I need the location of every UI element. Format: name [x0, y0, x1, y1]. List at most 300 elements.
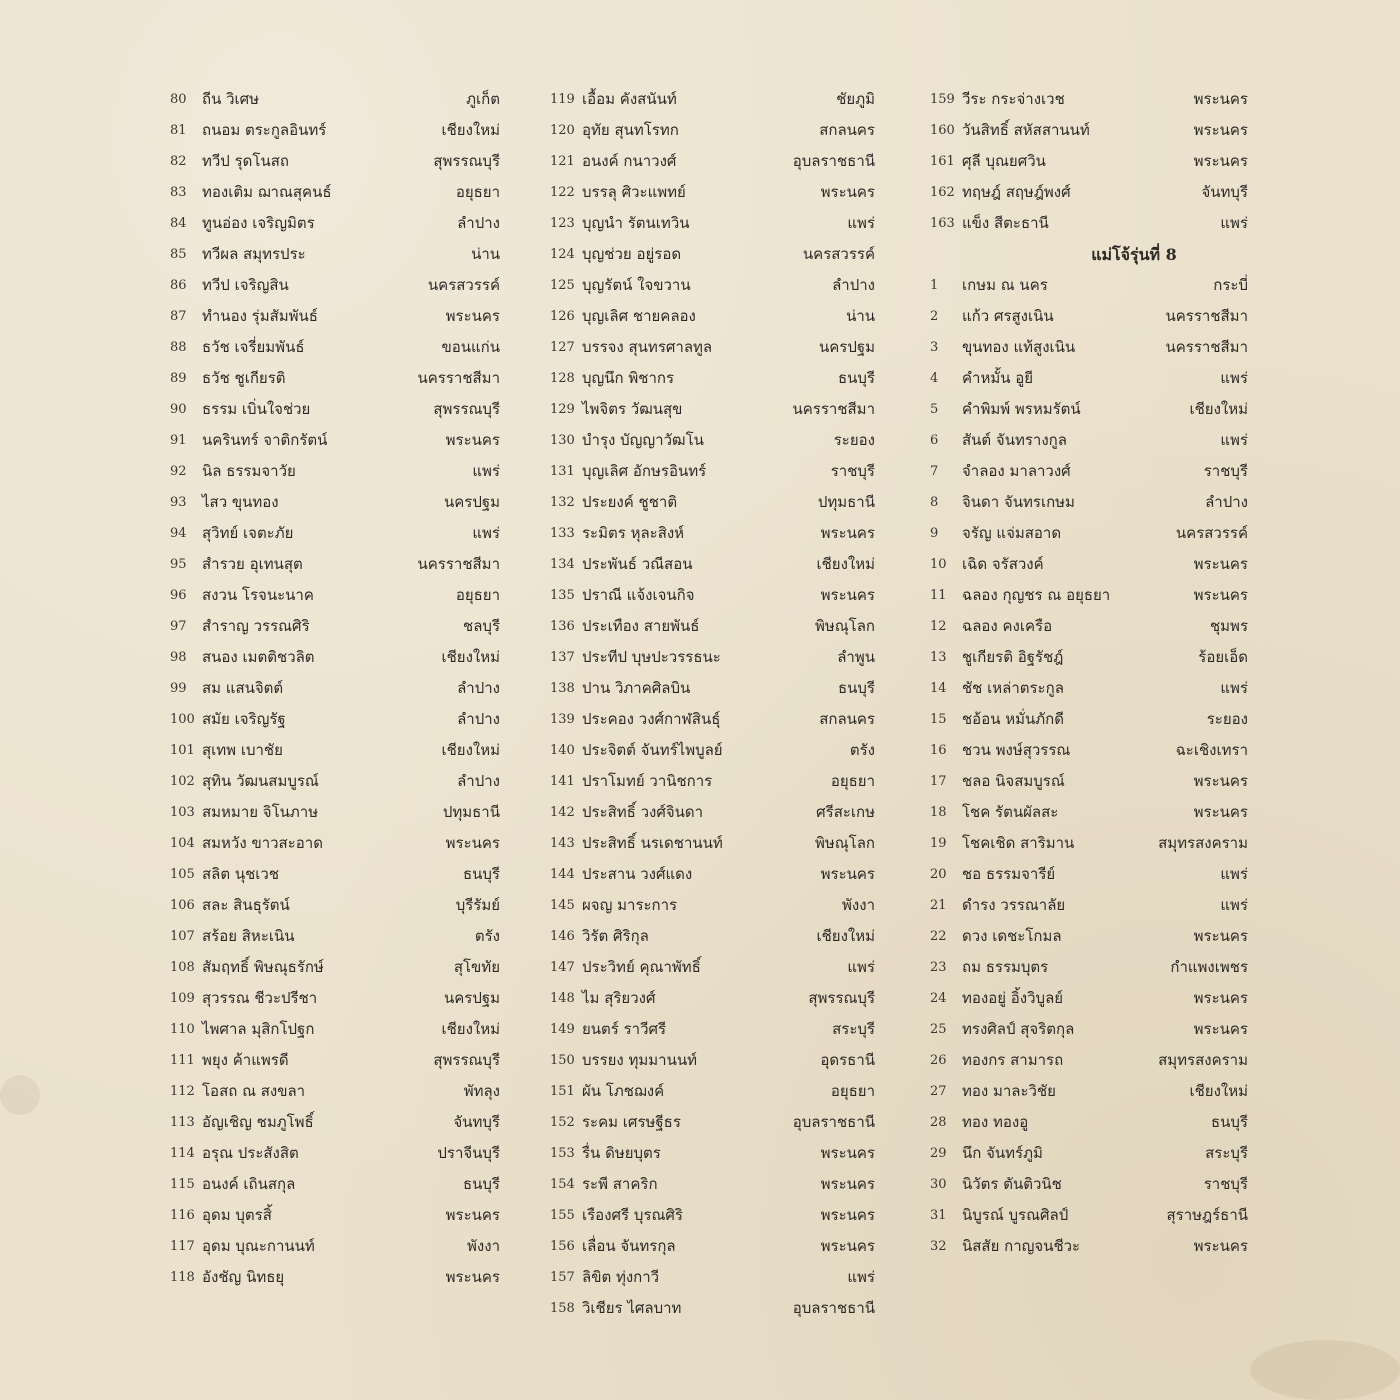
list-row	[170, 1045, 500, 1076]
person-name: ทรงศิลป์ สุจริตกุล	[962, 1020, 1075, 1038]
person-name: ไพศาล มุสิกโปฐก	[202, 1020, 315, 1038]
person-name: ทำนอง รุ่มสัมพันธ์	[202, 307, 318, 325]
row-number: 94	[170, 526, 187, 541]
row-number: 27	[930, 1084, 947, 1099]
province-name: ธนบุรี	[463, 865, 500, 883]
list-row	[550, 1293, 875, 1324]
province-name: อยุธยา	[455, 183, 500, 201]
row-number: 129	[550, 402, 575, 417]
province-name: นครราชสีมา	[417, 369, 500, 387]
list-row	[930, 487, 1248, 518]
province-name: แพร่	[1220, 369, 1248, 387]
list-row	[930, 115, 1248, 146]
province-name: ฉะเชิงเทรา	[1175, 741, 1248, 759]
row-number: 125	[550, 278, 575, 293]
row-number: 106	[170, 898, 195, 913]
province-name: กระบี่	[1213, 276, 1248, 294]
list-row	[170, 363, 500, 394]
person-name: ประเทือง สายพันธ์	[582, 617, 700, 635]
row-number: 20	[930, 867, 947, 882]
list-row	[930, 859, 1248, 890]
person-name: ทวีป เจริญสิน	[202, 276, 289, 294]
province-name: สกลนคร	[819, 121, 875, 139]
list-row	[930, 642, 1248, 673]
row-number: 8	[930, 495, 939, 510]
person-name: ปราโมทย์ วานิชการ	[582, 772, 713, 790]
province-name: พระนคร	[1193, 772, 1248, 790]
row-number: 145	[550, 898, 575, 913]
list-row	[930, 1138, 1248, 1169]
province-name: พระนคร	[820, 183, 875, 201]
province-name: พระนคร	[820, 524, 875, 542]
row-number: 149	[550, 1022, 575, 1037]
list-row	[550, 952, 875, 983]
person-name: ไสว ขุนทอง	[202, 493, 279, 511]
row-number: 3	[930, 340, 939, 355]
province-name: สุโขทัย	[453, 958, 500, 976]
person-name: สุวิทย์ เจตะภัย	[202, 524, 294, 542]
row-number: 97	[170, 619, 187, 634]
person-name: ปาน วิภาคศิลบิน	[582, 679, 691, 697]
province-name: เชียงใหม่	[441, 1020, 500, 1038]
list-row	[170, 735, 500, 766]
person-name: ทองอยู่ อิ้งวิบูลย์	[962, 989, 1064, 1007]
province-name: พิษณุโลก	[814, 617, 875, 635]
province-name: สุราษฎร์ธานี	[1166, 1206, 1248, 1224]
row-number: 85	[170, 247, 187, 262]
person-name: วีระ กระจ่างเวช	[962, 90, 1065, 108]
list-row	[170, 549, 500, 580]
list-row	[550, 363, 875, 394]
province-name: จันทบุรี	[453, 1113, 500, 1131]
list-row	[170, 115, 500, 146]
person-name: สลิต นุชเวช	[202, 865, 280, 883]
list-row	[170, 890, 500, 921]
person-name: นึก จันทร์ภูมิ	[962, 1144, 1043, 1162]
list-row	[930, 1107, 1248, 1138]
list-row	[170, 580, 500, 611]
list-row	[930, 363, 1248, 394]
province-name: ระยอง	[833, 431, 875, 449]
row-number: 122	[550, 185, 575, 200]
province-name: ปทุมธานี	[442, 803, 500, 821]
province-name: แพร่	[1220, 431, 1248, 449]
list-row	[170, 859, 500, 890]
row-number: 154	[550, 1177, 575, 1192]
province-name: พระนคร	[1193, 927, 1248, 945]
person-name: ทองกร สามารถ	[962, 1051, 1064, 1069]
row-number: 89	[170, 371, 187, 386]
province-name: บุรีรัมย์	[455, 896, 500, 914]
person-name: บุญเลิศ ชายคลอง	[582, 307, 696, 325]
name-list-column-3	[930, 84, 1248, 1262]
province-name: ธนบุรี	[838, 679, 875, 697]
province-name: ธนบุรี	[463, 1175, 500, 1193]
province-name: พระนคร	[1193, 121, 1248, 139]
person-name: บรรจง สุนทรศาลทูล	[582, 338, 713, 356]
person-name: ทอง มาละวิชัย	[962, 1082, 1056, 1100]
person-name: จรัญ แจ่มสอาด	[962, 524, 1062, 542]
list-row	[930, 146, 1248, 177]
row-number: 137	[550, 650, 575, 665]
row-number: 161	[930, 154, 955, 169]
province-name: นครราชสีมา	[417, 555, 500, 573]
list-row	[170, 797, 500, 828]
list-row	[930, 673, 1248, 704]
row-number: 124	[550, 247, 575, 262]
row-number: 143	[550, 836, 575, 851]
list-row	[930, 549, 1248, 580]
person-name: เอื้อม คังสนันท์	[582, 90, 677, 108]
person-name: ถม ธรรมบุตร	[962, 958, 1049, 976]
province-name: นครปฐม	[818, 338, 875, 356]
row-number: 83	[170, 185, 187, 200]
province-name: พระนคร	[820, 1206, 875, 1224]
province-name: ธนบุรี	[1211, 1113, 1248, 1131]
list-row	[170, 487, 500, 518]
province-name: แพร่	[847, 958, 875, 976]
list-row	[170, 270, 500, 301]
list-row	[930, 952, 1248, 983]
person-name: จำลอง มาลาวงศ์	[962, 462, 1071, 480]
row-number: 105	[170, 867, 195, 882]
row-number: 18	[930, 805, 947, 820]
person-name: คำหมั้น อูยี	[962, 369, 1034, 387]
province-name: พระนคร	[445, 307, 500, 325]
person-name: นิสสัย กาญจนชีวะ	[962, 1237, 1081, 1255]
person-name: ธวัช เจรี่ยมพันธ์	[202, 338, 305, 356]
list-row	[170, 828, 500, 859]
row-number: 95	[170, 557, 187, 572]
province-name: ระยอง	[1206, 710, 1248, 728]
province-name: พังงา	[842, 896, 875, 914]
person-name: เลื่อน จันทรกุล	[582, 1237, 676, 1255]
province-name: สุพรรณบุรี	[808, 989, 875, 1007]
row-number: 138	[550, 681, 575, 696]
row-number: 150	[550, 1053, 575, 1068]
province-name: พระนคร	[1193, 989, 1248, 1007]
row-number: 135	[550, 588, 575, 603]
row-number: 26	[930, 1053, 947, 1068]
person-name: สุวรรณ ชีวะปรีชา	[202, 989, 318, 1007]
person-name: ยนตร์ ราวีศรี	[582, 1020, 667, 1038]
row-number: 9	[930, 526, 939, 541]
province-name: ขอนแก่น	[441, 338, 500, 356]
row-number: 159	[930, 92, 955, 107]
list-row	[170, 1107, 500, 1138]
row-number: 111	[170, 1053, 195, 1068]
person-name: ประจิตต์ จันทร์ไพบูลย์	[582, 741, 723, 759]
province-name: ชัยภูมิ	[836, 90, 875, 108]
person-name: สมัย เจริญรัฐ	[202, 710, 286, 728]
person-name: วันสิทธิ์ สหัสสานนท์	[962, 121, 1090, 139]
row-number: 157	[550, 1270, 575, 1285]
row-number: 116	[170, 1208, 195, 1223]
province-name: พิษณุโลก	[814, 834, 875, 852]
row-number: 141	[550, 774, 575, 789]
list-row	[930, 177, 1248, 208]
province-name: แพร่	[1220, 214, 1248, 232]
province-name: นครปฐม	[443, 989, 500, 1007]
row-number: 15	[930, 712, 947, 727]
list-row	[550, 1076, 875, 1107]
list-row	[550, 456, 875, 487]
row-number: 120	[550, 123, 575, 138]
list-row	[550, 1262, 875, 1293]
list-row	[170, 921, 500, 952]
person-name: นิบูรณ์ บูรณศิลป์	[962, 1206, 1069, 1224]
province-name: พระนคร	[445, 1268, 500, 1286]
list-row	[930, 301, 1248, 332]
person-name: คำพิมพ์ พรหมรัตน์	[962, 400, 1081, 418]
province-name: ศรีสะเกษ	[816, 803, 875, 821]
person-name: อนงค์ เถินสกุล	[202, 1175, 296, 1193]
person-name: ชอ ธรรมจารีย์	[962, 865, 1056, 883]
person-name: บุญนึก พิชากร	[582, 369, 675, 387]
list-row	[170, 301, 500, 332]
person-name: ทูนอ่อง เจริญมิตร	[202, 214, 315, 232]
row-number: 160	[930, 123, 955, 138]
row-number: 136	[550, 619, 575, 634]
person-name: ชลอ นิจสมบูรณ์	[962, 772, 1065, 790]
person-name: สนอง เมตติชวลิต	[202, 648, 315, 666]
province-name: สมุทรสงคราม	[1158, 834, 1248, 852]
province-name: นครสวรรค์	[427, 276, 500, 294]
province-name: เชียงใหม่	[441, 648, 500, 666]
province-name: อยุธยา	[830, 772, 875, 790]
list-row	[550, 766, 875, 797]
person-name: สุเทพ เบาชัย	[202, 741, 283, 759]
list-row	[930, 921, 1248, 952]
list-row	[550, 673, 875, 704]
row-number: 147	[550, 960, 575, 975]
list-row	[550, 487, 875, 518]
list-row	[170, 84, 500, 115]
list-row	[550, 921, 875, 952]
province-name: ลำปาง	[457, 214, 500, 232]
province-name: แพร่	[847, 214, 875, 232]
row-number: 23	[930, 960, 947, 975]
list-row	[930, 456, 1248, 487]
province-name: ตรัง	[849, 741, 875, 759]
person-name: เฉิด จรัสวงค์	[962, 555, 1044, 573]
province-name: พระนคร	[445, 1206, 500, 1224]
list-row	[550, 425, 875, 456]
person-name: บรรลุ ศิวะแพทย์	[582, 183, 686, 201]
province-name: เชียงใหม่	[1189, 400, 1248, 418]
list-row	[550, 84, 875, 115]
list-row	[550, 1138, 875, 1169]
row-number: 131	[550, 464, 575, 479]
list-row	[170, 177, 500, 208]
list-row	[170, 208, 500, 239]
person-name: บรรยง ทุมมานนท์	[582, 1051, 697, 1069]
list-row	[550, 580, 875, 611]
person-name: ระพี สาคริก	[582, 1175, 658, 1193]
row-number: 152	[550, 1115, 575, 1130]
list-row	[170, 394, 500, 425]
province-name: เชียงใหม่	[1189, 1082, 1248, 1100]
row-number: 115	[170, 1177, 195, 1192]
list-row	[170, 1231, 500, 1262]
list-row	[930, 735, 1248, 766]
row-number: 99	[170, 681, 187, 696]
person-name: ประสาน วงศ์แดง	[582, 865, 693, 883]
row-number: 93	[170, 495, 187, 510]
person-name: อุดม บุณะกานนท์	[202, 1237, 315, 1255]
row-number: 108	[170, 960, 195, 975]
province-name: ธนบุรี	[838, 369, 875, 387]
person-name: สงวน โรจนะนาค	[202, 586, 314, 604]
list-row	[550, 394, 875, 425]
person-name: ดวง เดชะโกมล	[962, 927, 1062, 945]
list-row	[550, 1231, 875, 1262]
province-name: อยุธยา	[455, 586, 500, 604]
list-row	[930, 580, 1248, 611]
row-number: 88	[170, 340, 187, 355]
row-number: 82	[170, 154, 187, 169]
province-name: แพร่	[472, 524, 500, 542]
province-name: กำแพงเพชร	[1170, 958, 1248, 976]
list-row	[550, 115, 875, 146]
province-name: ลำปาง	[457, 710, 500, 728]
province-name: พระนคร	[445, 431, 500, 449]
row-number: 107	[170, 929, 195, 944]
province-name: ปทุมธานี	[817, 493, 875, 511]
row-number: 86	[170, 278, 187, 293]
province-name: ชลบุรี	[463, 617, 500, 635]
person-name: โชค รัตนผัลสะ	[962, 803, 1059, 821]
person-name: ฉลอง กุญชร ณ อยุธยา	[962, 586, 1111, 604]
province-name: พระนคร	[820, 865, 875, 883]
section-heading: แม่โจ้รุ่นที่ 8	[1091, 245, 1177, 264]
paper-stain	[0, 1075, 40, 1115]
person-name: โชคเชิด สาริมาน	[962, 834, 1075, 852]
list-row	[930, 270, 1248, 301]
list-row	[930, 1200, 1248, 1231]
person-name: ดำรง วรรณาลัย	[962, 896, 1066, 914]
list-row	[930, 1014, 1248, 1045]
list-row	[550, 704, 875, 735]
person-name: สมหวัง ขาวสะอาด	[202, 834, 323, 852]
list-row	[550, 239, 875, 270]
row-number: 1	[930, 278, 939, 293]
province-name: นครราชสีมา	[792, 400, 875, 418]
province-name: ราชบุรี	[1203, 1175, 1248, 1193]
list-row	[930, 1169, 1248, 1200]
row-number: 30	[930, 1177, 947, 1192]
person-name: ถีน วิเศษ	[202, 90, 260, 108]
row-number: 11	[930, 588, 947, 603]
row-number: 139	[550, 712, 575, 727]
person-name: นิวัตร ตันติวนิช	[962, 1175, 1062, 1193]
person-name: ผัน โภชฌงค์	[582, 1082, 665, 1100]
row-number: 155	[550, 1208, 575, 1223]
list-row	[550, 735, 875, 766]
list-row	[550, 208, 875, 239]
province-name: พระนคร	[1193, 803, 1248, 821]
province-name: แพร่	[472, 462, 500, 480]
person-name: จินดา จันทรเกษม	[962, 493, 1075, 511]
row-number: 84	[170, 216, 187, 231]
person-name: ธรรม เบิ่นใจช่วย	[202, 400, 311, 418]
person-name: สำรวย อุเทนสุต	[202, 555, 303, 573]
province-name: พระนคร	[1193, 586, 1248, 604]
person-name: สันต์ จันทรางกูล	[962, 431, 1067, 449]
person-name: ถนอม ตระกูลอินทร์	[202, 121, 327, 139]
row-number: 163	[930, 216, 955, 231]
row-number: 148	[550, 991, 575, 1006]
row-number: 103	[170, 805, 195, 820]
person-name: ทวีผล สมุทรประ	[202, 245, 306, 263]
row-number: 87	[170, 309, 187, 324]
list-row	[170, 704, 500, 735]
person-name: บุญช่วย อยู่รอด	[582, 245, 682, 263]
province-name: ราชบุรี	[1203, 462, 1248, 480]
province-name: อยุธยา	[830, 1082, 875, 1100]
row-number: 90	[170, 402, 187, 417]
list-row	[170, 425, 500, 456]
list-row	[930, 518, 1248, 549]
list-row	[170, 766, 500, 797]
list-row	[930, 1231, 1248, 1262]
list-row	[930, 1076, 1248, 1107]
row-number: 156	[550, 1239, 575, 1254]
list-row	[170, 518, 500, 549]
province-name: แพร่	[1220, 679, 1248, 697]
person-name: ประพันธ์ วณีสอน	[582, 555, 693, 573]
list-row	[550, 797, 875, 828]
province-name: ลำปาง	[1205, 493, 1248, 511]
list-row	[550, 859, 875, 890]
province-name: พระนคร	[820, 1175, 875, 1193]
row-number: 158	[550, 1301, 575, 1316]
row-number: 6	[930, 433, 939, 448]
row-number: 134	[550, 557, 575, 572]
list-row	[170, 1200, 500, 1231]
province-name: เชียงใหม่	[816, 555, 875, 573]
list-row	[550, 1107, 875, 1138]
list-row	[930, 208, 1248, 239]
row-number: 123	[550, 216, 575, 231]
row-number: 25	[930, 1022, 947, 1037]
person-name: ธวัช ชูเกียรติ	[202, 369, 286, 387]
person-name: ฉลอง คงเครือ	[962, 617, 1053, 635]
person-name: ระมิตร หุละสิงห์	[582, 524, 685, 542]
list-row	[930, 394, 1248, 425]
province-name: พระนคร	[1193, 1237, 1248, 1255]
province-name: อุบลราชธานี	[792, 1113, 875, 1131]
person-name: พยุง ค้าแพรดี	[202, 1051, 289, 1069]
person-name: โอสถ ณ สงขลา	[202, 1082, 306, 1100]
person-name: สม แสนจิตต์	[202, 679, 284, 697]
list-row	[930, 611, 1248, 642]
row-number: 19	[930, 836, 947, 851]
province-name: ตรัง	[474, 927, 500, 945]
list-row	[550, 1045, 875, 1076]
row-number: 119	[550, 92, 575, 107]
row-number: 5	[930, 402, 939, 417]
list-row	[170, 642, 500, 673]
province-name: สระบุรี	[1205, 1144, 1248, 1162]
list-row	[550, 332, 875, 363]
list-row	[170, 983, 500, 1014]
person-name: ประสิทธิ์ วงศ์จินดา	[582, 803, 704, 821]
row-number: 96	[170, 588, 187, 603]
list-row	[550, 301, 875, 332]
person-name: รื่น ดิษยบุตร	[582, 1144, 661, 1162]
person-name: สร้อย สิหะเนิน	[202, 927, 295, 945]
